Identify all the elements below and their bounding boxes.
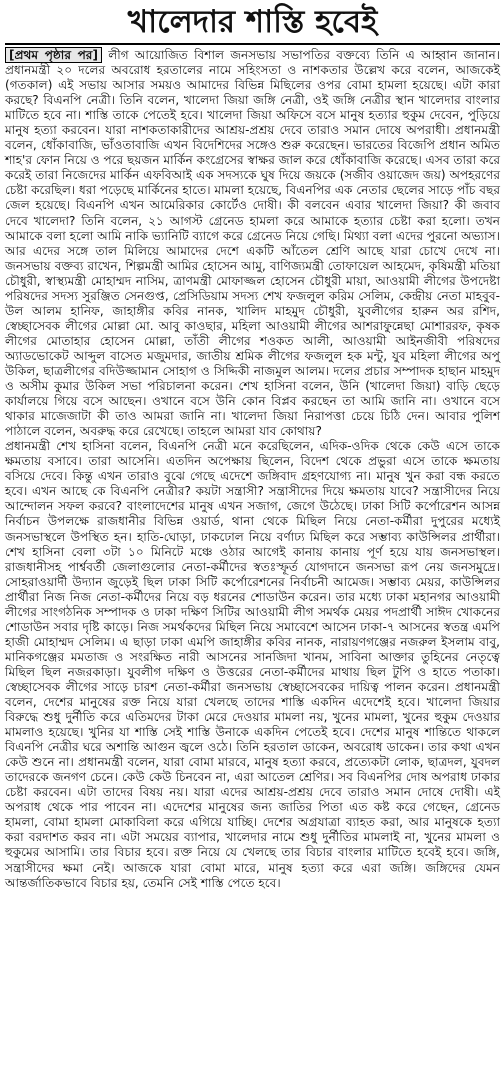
article-body [5,48,500,891]
headline-rule [5,43,500,45]
paragraph-2: প্রধানমন্ত্রী শেখ হাসিনা বলেন, বিএনপি নেত্রী মনে করেছিলেন, এদিক-ওদিক থেকে কেউ এসে তাকে ক্ষমতায় বসাবে। তারা আসেনি। এতদিন অপেক্ষায় ছিলেন, বিদেশ থেকে প্রভুরা এসে তাকে ক্ষমতায় বসিয়ে দেবে। কিন্তু এখন তারাও বুঝে গেছে এদেশে জঙ্গিবাদ গ্রহণযোগ্য না। মানুষ খুন করা বন্ধ করতে হবে। এখন আছে কে বিএনপি নেত্রীর? কয়টা সন্ত্রাসী? সন্ত্রাসীদের দিয়ে ক্ষমতায় যাবে? সন্ত্রাসীদের নিয়ে আন্দোলন সফল করবে? বাংলাদেশের মানুষ এখন সজাগ, জেগে উঠেছে। ঢাকা সিটি কর্পোরেশন আসন্ন নির্বাচন উপলক্ষে রাজধানীর বিভিন্ন ওয়ার্ড, থানা থেকে মিছিল নিয়ে নেতা-কর্মীরা দুপুরের মধ্যেই জনসভাস্থলে উপস্থিত হন। হাতি-ঘোড়া, ঢাকঢোল নিয়ে বর্ণাঢ্য মিছিল করে সম্ভাব্য কাউন্সিলর প্রার্থীরা। শেখ হাসিনা বেলা ৩টা ১০ মিনিটে মঞ্চে ওঠার আগেই কানায় কানায় পূর্ণ হয়ে যায় জনসভাস্থল। রাজধানীসহ পার্শ্ববর্তী জেলাগুলোর নেতা-কর্মীদের স্বতঃস্ফূর্ত যোগদানে জনসভা রূপ নেয় জনসমুদ্রে। সোহরাওয়ার্দী উদ্যান জুড়েই ছিল ঢাকা সিটি কর্পোরেশনের নির্বাচনী আমেজ। সম্ভাব্য মেয়র, কাউন্সিলর প্রার্থীরা নিজ নিজ নেতা-কর্মীদের নিয়ে বড় ধরনের শোডাউন করেন। তার মধ্যে ঢাকা মহানগর আওয়ামী লীগের সাংগঠনিক সম্পাদক ও ঢাকা দক্ষিণ সিটির আওয়ামী লীগ সমর্থক মেয়র পদপ্রার্থী সাঈদ খোকনের শোডাউন সবার দৃষ্টি কাড়ে। নিজ সমর্থকদের মিছিল নিয়ে সমাবেশে আসেন ঢাকা-৭ আসনের স্বতন্ত্র এমপি হাজী মোহাম্মদ সেলিম। এ ছাড়া ঢাকা এমপি জাহাঙ্গীর কবির নানক, নারায়ণগঞ্জের নজরুল ইসলাম বাবু, মানিকগঞ্জের মমতাজ ও সংরক্ষিত নারী আসনের সানজিদা খানম, সাবিনা আক্তার তুহিনের নেতৃত্বে মিছিল ছিল নজরকাড়া। যুবলীগ দক্ষিণ ও উত্তরের নেতা-কর্মীদের মাথায় ছিল টুপি ও হাতে পতাকা। স্বেচ্ছাসেবক লীগের সাড়ে চারশ নেতা-কর্মীরা জনসভায় স্বেচ্ছাসেবকের দায়িত্ব পালন করেন। প্রধানমন্ত্রী বলেন, দেশের মানুষের রক্ত নিয়ে যারা খেলছে তাদের শাস্তি একদিন এদেশেই হবে। খালেদা জিয়ার বিরুদ্ধে শুধু দুর্নীতি করে এতিমদের টাকা মেরে দেওয়ার মামলা নয়, খুনের মামলা, খুনের হুকুম দেওয়ার মামলাও হয়েছে। খুনির যা শাস্তি সেই শাস্তি উনাকে একদিন পেতেই হবে। দেশের মানুষ শান্তিতে থাকলে বিএনপি নেত্রীর ঘরে অশান্তি আগুন জ্বলে ওঠে। তিনি হরতাল ডাকেন, অবরোধ ডাকেন। তার কথা এখন কেউ শুনে না। প্রধানমন্ত্রী বলেন, যারা বোমা মারবে, মানুষ হত্যা করবে, প্রত্যেকটা লোক, ছাত্রদল, যুবদল তাদেরকে জনগণ চেনে। কেউ কেউ চিনবেন না, এরা আতেল শ্রেণির। সব বিএনপির দোষ অপরাধ ঢাকার চেষ্টা করবেন। এটা তাদের বিষয় নয়। যারা এদের আশ্রয়-প্রশ্রয় দেবে তারাও সমান দোষে দোষী। এই অপরাধ থেকে পার পাবেন না। এদেশের মানুষের জন্য জাতির পিতা এত কষ্ট করে গেছেন, গ্রেনেড হামলা, বোমা হামলা মোকাবিলা করে এগিয়ে যাচ্ছি। দেশের অগ্রযাত্রা ব্যাহত করা, আর মানুষকে হত্যা করা বরদাশত করব না। এটা সময়ের ব্যাপার, খালেদার নামে শুধু দুর্নীতির মামলাই না, খুনের মামলা ও হুকুমের আসামি। তার বিচার হবে। রক্ত নিয়ে যে খেলছে তার বিচার বাংলার মাটিতে হবেই হবে। জঙ্গি, সন্ত্রাসীদের ক্ষমা নেই। আজকে যারা বোমা মারে, মানুষ হত্যা করে এরা জঙ্গি। জঙ্গিদের যেমন আন্তর্জাতিকভাবে বিচার হয়, তেমনি সেই শাস্তি পেতে হবে। [5,439,500,890]
headline: খালেদার শাস্তি হবেই [127,4,378,40]
paragraph-1: লীগ আয়োজিত বিশাল জনসভায় সভাপতির বক্তব্যে তিনি এ আহ্বান জানান। প্রধানমন্ত্রী ২০ দলের অবরোধ হরতালের নামে সহিংসতা ও নাশকতার উল্লেখ করে বলেন, আজকেই (গতকাল) এই সভায় আসার সময়ও আমাদের বিভিন্ন মিছিলের ওপর বোমা হামলা হয়েছে। এটা কারা করছে? বিএনপি নেত্রী। তিনি বলেন, খালেদা জিয়া জঙ্গি নেত্রী, ওই জঙ্গি নেত্রীর স্থান খালেদার বাংলার মাটিতে হবে না। শাস্তি তাকে পেতেই হবে। খালেদা জিয়া অফিসে বসে মানুষ হত্যার হুকুম দেবেন, পুড়িয়ে মানুষ হত্যা করবেন। যারা নাশকতাকারীদের আশ্রয়-প্রশ্রয় দেবে তারাও সমান দোষে অপরাধী। প্রধানমন্ত্রী বলেন, ধোঁকাবাজি, ভাঁওতাবাজি এখন বিদেশিদের সঙ্গেও শুরু করেছেন। ভারতের বিজেপি প্রধান অমিত শাহ'র ফোন নিয়ে ও পরে ছয়জন মার্কিন কংগ্রেসের স্বাক্ষর জাল করে ধোঁকাবাজি করেছে। এসব তারা করে করেই তারা নিজেদের মার্কিন এফবিআই এক সদস্যকে ঘুষ দিয়ে জয়কে (সজীব ওয়াজেদ জয়) অপহরণের চেষ্টা করেছিল। ধরা পড়েছে মার্কিনের হাতে। মামলা হয়েছে, বিএনপির এক নেতার ছেলের সাড়ে পাঁচ বছর জেল হয়েছে। বিএনপি এখন আমেরিকার কোর্টেও দোষী। কী বলবেন এবার খালেদা জিয়া? কী জবাব দেবে খালেদা? তিনি বলেন, ২১ আগস্ট গ্রেনেড হামলা করে আমাকে হত্যার চেষ্টা করা হলো। তখন আমাকে বলা হলো আমি নাকি ভ্যানিটি ব্যাগে করে গ্রেনেড নিয়ে গেছি। মিথ্যা বলা এদের পুরনো অভ্যাস। আর এদের সঙ্গে তাল মিলিয়ে আমাদের দেশে একটি আঁতেল শ্রেণি আছে যারা চোখে দেখে না। জনসভায় বক্তব্য রাখেন, শিল্পমন্ত্রী আমির হোসেন আমু, বাণিজ্যমন্ত্রী তোফায়েল আহমেদ, কৃষিমন্ত্রী মতিয়া চৌধুরী, স্বাস্থ্যমন্ত্রী মোহাম্মদ নাসিম, ত্রাণমন্ত্রী মোফাজ্জল হোসেন চৌধুরী মায়া, আওয়ামী লীগের উপদেষ্টা পরিষদের সদস্য সুরঞ্জিত সেনগুপ্ত, প্রেসিডিয়াম সদস্য শেখ ফজলুল করিম সেলিম, কেন্দ্রীয় নেতা মাহবুব-উল আলম হানিফ, জাহাঙ্গীর কবির নানক, খালিদ মাহমুদ চৌধুরী, যুবলীগের হারুন অর রশিদ, স্বেচ্ছাসেবক লীগের মোল্লা মো. আবু কাওছার, মহিলা আওয়ামী লীগের আশরাফুন্নেছা মোশাররফ, কৃষক লীগের মোতাহার হোসেন মোল্লা, তাঁতী লীগের শওকত আলী, আওয়ামী আইনজীবী পরিষদের অ্যাডভোকেট আব্দুল বাসেত মজুমদার, জাতীয় শ্রমিক লীগের ফজলুল হক মন্টু, যুব মহিলা লীগের অপু উকিল, ছাত্রলীগের বদিউজ্জামান সোহাগ ও সিদ্দিকী নাজমুল আলম। দলের প্রচার সম্পাদক হাছান মাহমুদ ও অসীম কুমার উকিল সভা পরিচালনা করেন। শেখ হাসিনা বলেন, উনি (খালেদা জিয়া) বাড়ি ছেড়ে কার্যালয়ে গিয়ে বসে আছেন। ওখানে বসে উনি কোন বিপ্লব করছেন তা আমি জানি না। ওখানে বসে থাকার মাজেজাটা কী তাও আমরা জানি না। খালেদা জিয়া নিরাপত্তা চেয়ে চিঠি দেন। আবার পুলিশ পাঠালে বলেন, অবরুদ্ধ করে রেখেছে। তাহলে আমরা যাব কোথায়? [5,48,500,439]
continuation-tag: [প্রথম পৃষ্ঠার পর] [5,47,102,63]
